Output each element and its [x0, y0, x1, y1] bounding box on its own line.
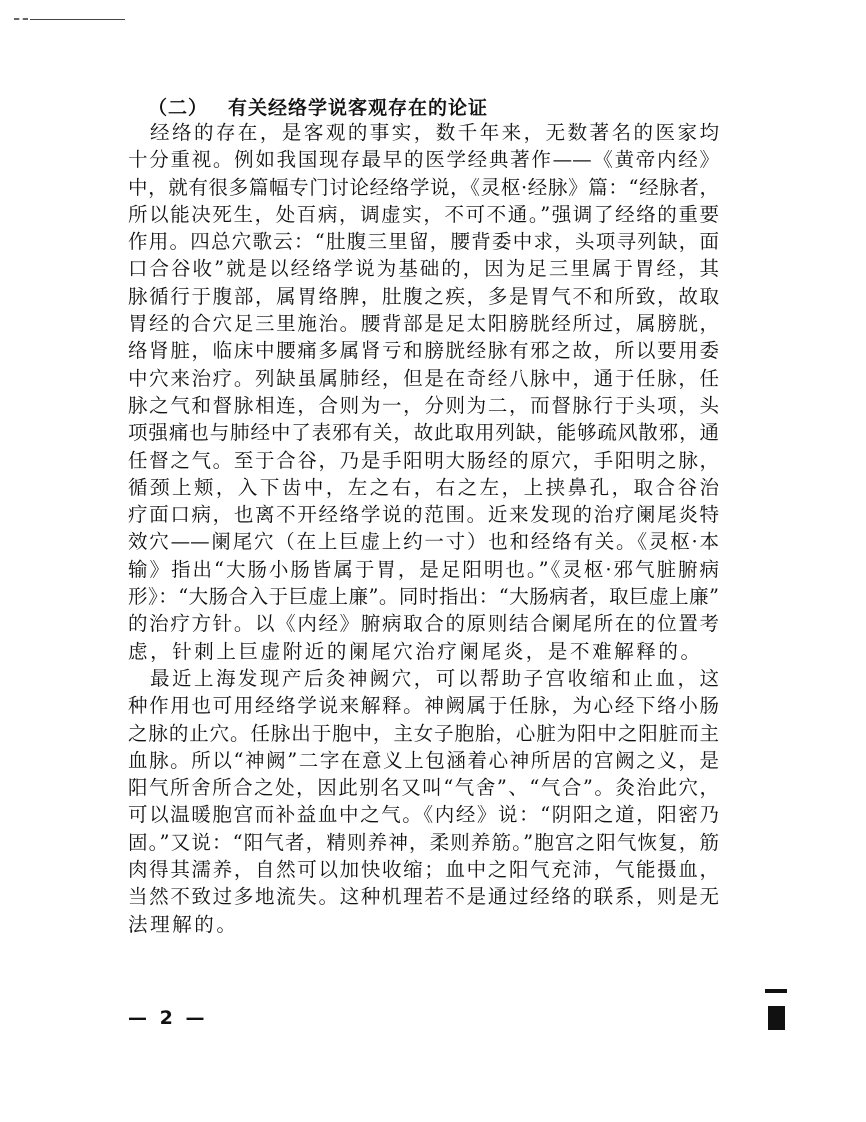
- text-line: 作用。四总穴歌云：“肚腹三里留，腰背委中求，头项寻列缺，面: [128, 230, 719, 254]
- text-line: 形》：“大肠合入于巨虚上廉”。同时指出：“大肠病者，取巨虚上廉”: [128, 585, 719, 609]
- text-line: 脉之气和督脉相连，合则为一，分则为二，而督脉行于头项，头: [128, 393, 719, 417]
- text-line: 循颈上颊，入下齿中，左之右，右之左，上挟鼻孔，取合谷治: [128, 475, 719, 499]
- text-line: 中，就有很多篇幅专门讨论经络学说，《灵枢·经脉》篇：“经脉者，: [128, 175, 719, 199]
- text-line: 脉循行于腹部，属胃络脾，肚腹之疾，多是胃气不和所致，故取: [128, 284, 719, 308]
- text-line: 效穴——阑尾穴（在上巨虚上约一寸）也和经络有关。《灵枢·本: [128, 530, 719, 554]
- margin-mark-dash: [765, 989, 787, 993]
- text-line: 阳气所舍所合之处，因此别名又叫“气舍”、“气合”。灸治此穴，: [128, 776, 719, 800]
- text-line: 肉得其濡养，自然可以加快收缩；血中之阳气充沛，气能摄血，: [128, 858, 719, 882]
- text-line: 法理解的。: [128, 912, 239, 936]
- text-line: 最近上海发现产后灸神阙穴，可以帮助子宫收缩和止血，这: [150, 666, 719, 690]
- text-line: 当然不致过多地流失。这种机理若不是通过经络的联系，则是无: [128, 885, 719, 909]
- text-line: 固。”又说：“阳气者，精则养神，柔则养筋。”胞宫之阳气恢复，筋: [128, 830, 719, 854]
- section-number: （二）: [148, 97, 209, 119]
- text-line: 任督之气。至于合谷，乃是手阳明大肠经的原穴，手阳明之脉，: [128, 448, 719, 472]
- text-line: 之脉的止穴。任脉出于胞中，主女子胞胎，心脏为阳中之阳脏而主: [128, 721, 719, 745]
- scan-mark-top-dots: [14, 18, 28, 22]
- section-title: 有关经络学说客观存在的论证: [228, 97, 489, 119]
- text-line: 的治疗方针。以《内经》腑病取合的原则结合阑尾所在的位置考: [128, 612, 719, 636]
- section-heading: [148, 93, 488, 120]
- text-line: 疗面口病，也离不开经络学说的范围。近来发现的治疗阑尾炎特: [128, 503, 719, 527]
- text-line: 胃经的合穴足三里施治。腰背部是足太阳膀胱经所过，属膀胱，: [128, 312, 719, 336]
- page-number: — 2 —: [128, 1007, 208, 1029]
- text-line: 口合谷收”就是以经络学说为基础的，因为足三里属于胃经，其: [128, 257, 719, 281]
- text-line: 可以温暖胞宫而补益血中之气。《内经》说：“阴阳之道，阳密乃: [128, 803, 719, 827]
- body-text: [128, 119, 719, 938]
- text-line: 络肾脏，临床中腰痛多属肾亏和膀胱经脉有邪之故，所以要用委: [128, 339, 719, 363]
- text-line: 输》指出“大肠小肠皆属于胃，是足阳明也。”《灵枢·邪气脏腑病: [128, 557, 719, 581]
- text-line: 经络的存在，是客观的事实，数千年来，无数著名的医家均: [150, 121, 719, 144]
- text-line: 血脉。所以“神阙”二字在意义上包涵着心神所居的宫阙之义，是: [128, 748, 719, 772]
- text-line: 所以能决死生，处百病，调虚实，不可不通。”强调了经络的重要: [128, 202, 719, 226]
- margin-mark-block: [768, 1006, 785, 1030]
- text-line: 十分重视。例如我国现存最早的医学经典著作——《黄帝内经》: [128, 148, 719, 172]
- text-line: 项强痛也与肺经中了表邪有关，故此取用列缺，能够疏风散邪，通: [128, 421, 719, 445]
- text-line: 中穴来治疗。列缺虽属肺经，但是在奇经八脉中，通于任脉，任: [128, 366, 719, 390]
- text-line: 虑，针刺上巨虚附近的阑尾穴治疗阑尾炎，是不难解释的。: [128, 639, 703, 663]
- text-line: 种作用也可用经络学说来解释。神阙属于任脉，为心经下络小肠: [128, 694, 719, 718]
- scan-mark-top-rule: [30, 19, 125, 21]
